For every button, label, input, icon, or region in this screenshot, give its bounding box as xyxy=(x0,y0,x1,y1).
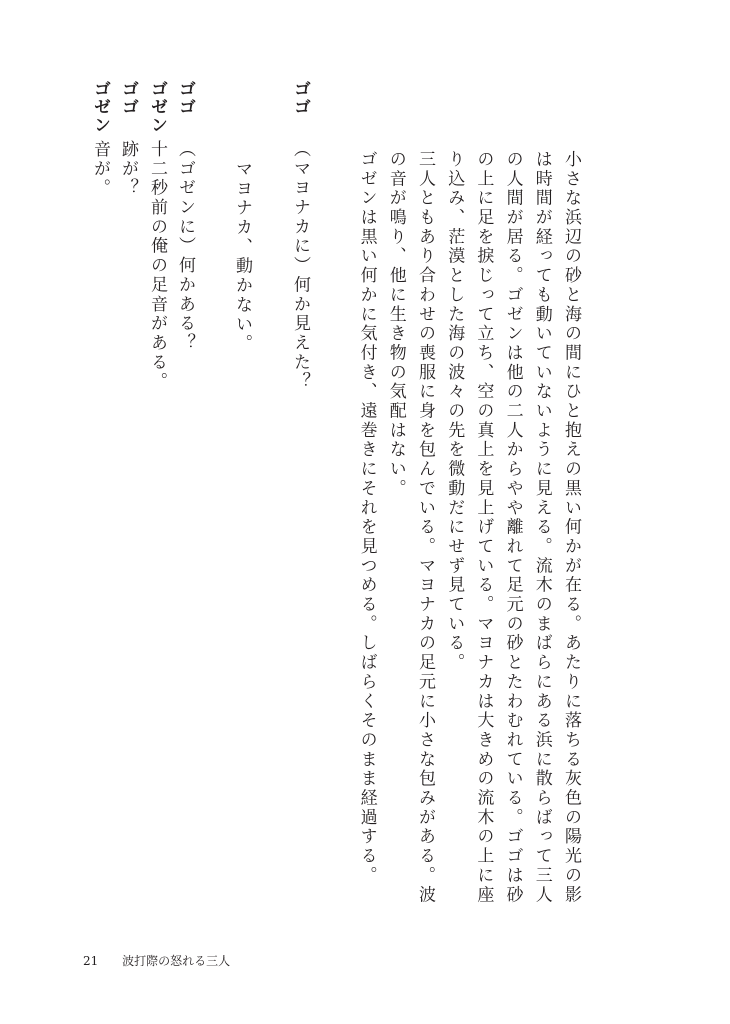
speaker-name: ゴゴ xyxy=(118,80,138,116)
stage-paragraph-3: ゴゼンは黒い何かに気付き、遠巻きにそれを見つめる。しばらくそのまま経過する。 xyxy=(356,150,377,886)
speaker-name: ゴゴ xyxy=(290,80,310,116)
dialogue-text: 音が。 xyxy=(90,140,110,199)
dialogue-direction: マヨナカ、動かない。 xyxy=(232,160,252,354)
dialogue-text: （ゴゼンに）何かある？ xyxy=(175,140,195,353)
speaker-name: ゴゼン xyxy=(147,80,167,134)
speaker-name: ゴゼン xyxy=(90,80,110,134)
stage-paragraph-1: 小さな浜辺の砂と海の間にひと抱えの黒い何かが在る。あたりに落ちる灰色の陽光の影は時間が経っても動いていないように見える。流木のまばらにある浜に散らばって三人の人間が居る。ゴゼンは他の二人からやや離れて足元の砂とたわむれている。ゴゴは砂の上に足を捩じって立ち、空の真上を見上げている。マヨナカは大きめの流木の上に座り込み、茫漠とした海の波々の先を微動だにせず見ている。 xyxy=(444,150,581,905)
dialogue-text: 十二秒前の俺の足音がある。 xyxy=(147,140,167,392)
page-footer xyxy=(83,952,230,969)
dialogue-text: （マヨナカに）何か見えた？ xyxy=(290,140,310,392)
stage-paragraph-2: 三人ともあり合わせの喪服に身を包んでいる。マヨナカの足元に小さな包みがある。波の音が鳴り、他に生き物の気配はない。 xyxy=(385,150,435,905)
speaker-name: ゴゴ xyxy=(175,80,195,116)
stage-direction xyxy=(351,150,585,920)
page-number: 21 xyxy=(83,954,99,968)
dialogue-text: 跡が？ xyxy=(118,140,138,199)
running-title: 波打際の怒れる三人 xyxy=(122,954,231,968)
